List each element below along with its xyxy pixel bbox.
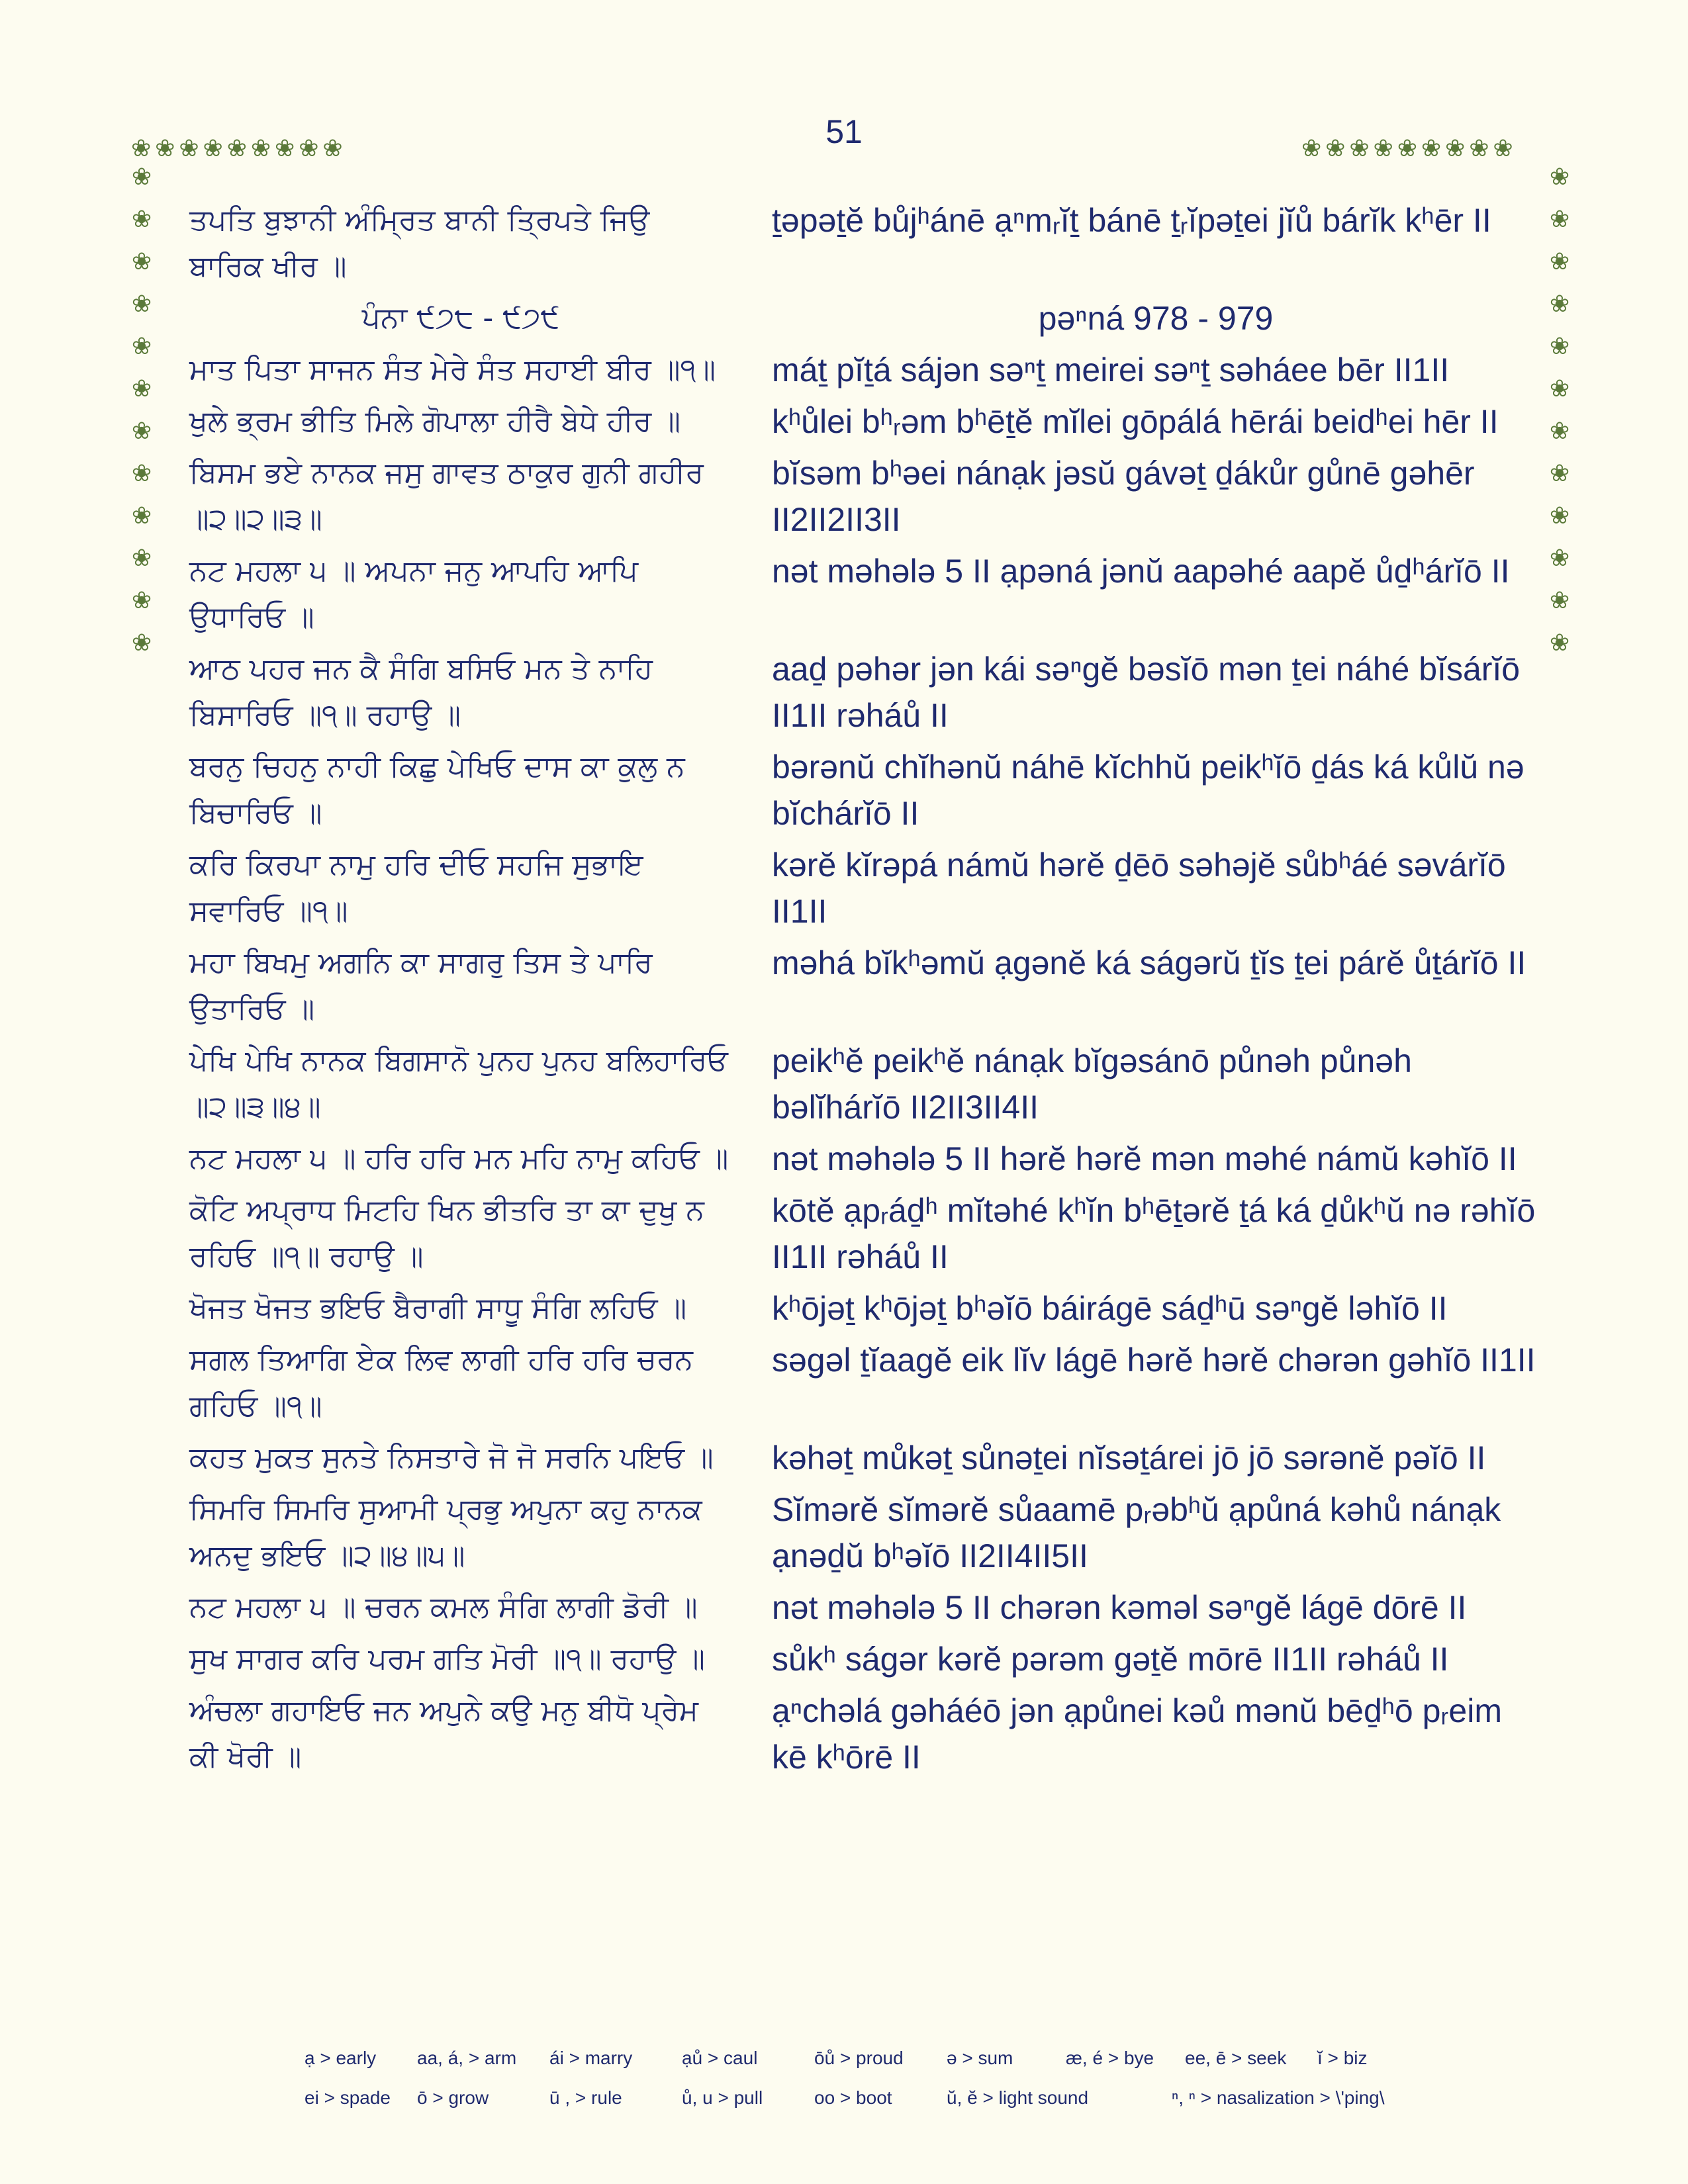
gurmukhi-text: ਖੋਜਤ ਖੋਜਤ ਭਇਓ ਬੈਰਾਗੀ ਸਾਧੂ ਸੰਗਿ ਲਹਿਓ ॥ [189, 1291, 687, 1325]
legend-item: ŭ, ĕ > light sound [947, 2087, 1089, 2108]
transliteration-text: kʰōjəṯ kʰōjəṯ bʰəĭō báirágē sáḏʰū səⁿgĕ ləhĭō II [772, 1290, 1448, 1327]
transliteration-text: səgəl ṯĭaagĕ eik lĭv lágē hərĕ hərĕ chərən gəhĭō II1II [772, 1342, 1536, 1379]
verse-row [189, 1038, 1540, 1130]
flower-ornament-icon: ❀ [203, 135, 223, 162]
verse-row [189, 1486, 1540, 1579]
transliteration-text: nət məhələ 5 II chərən kəməl səⁿgĕ lágē dōrē II [772, 1589, 1467, 1626]
flower-ornament-icon: ❀ [1549, 629, 1570, 657]
ornament-border-top-right [1301, 136, 1513, 162]
pronunciation-legend [305, 2038, 1509, 2118]
transliteration-text: ṯəpəṯĕ bůjʰánē ạⁿmᵣĭṯ bánē ṯᵣĭpəṯei jĭů bárĭk kʰēr II [772, 202, 1491, 239]
verse-row [189, 744, 1540, 837]
flower-ornament-icon: ❀ [131, 629, 152, 657]
flower-ornament-icon: ❀ [131, 460, 152, 487]
flower-ornament-icon: ❀ [1349, 135, 1370, 162]
verse-row [189, 450, 1540, 543]
transliteration-text: máṯ pĭṯá sájən səⁿṯ meirei səⁿṯ səháee bēr II1II [772, 351, 1450, 388]
flower-ornament-icon: ❀ [250, 135, 271, 162]
flower-ornament-icon: ❀ [179, 135, 199, 162]
legend-item: ái > marry [549, 2048, 633, 2068]
legend-item: ĭ > biz [1317, 2048, 1368, 2068]
flower-ornament-icon: ❀ [1549, 333, 1570, 360]
gurmukhi-text: ਕਹਤ ਮੁਕਤ ਸੁਨਤੇ ਨਿਸਤਾਰੇ ਜੋ ਜੋ ਸਰਨਿ ਪਇਓ ॥ [189, 1441, 714, 1475]
transliteration-text: aaḏ pəhər jən kái səⁿgĕ bəsĭō mən ṯei náhé bĭsárĭō II1II rəháů II [772, 651, 1521, 734]
flower-ornament-icon: ❀ [131, 545, 152, 572]
legend-item: ə > sum [947, 2048, 1013, 2068]
transliteration-text: pəⁿná 978 - 979 [1038, 300, 1274, 337]
legend-item: ō > grow [417, 2087, 489, 2108]
legend-row [305, 2038, 1509, 2078]
legend-item: ạ > early [305, 2048, 377, 2068]
verse-row [189, 347, 1540, 393]
legend-item: oo > boot [814, 2087, 892, 2108]
flower-ornament-icon: ❀ [1469, 135, 1489, 162]
flower-ornament-icon: ❀ [226, 135, 247, 162]
flower-ornament-icon: ❀ [131, 206, 152, 233]
transliteration-text: peikʰĕ peikʰĕ nánạk bĭgəsánō půnəh půnəh bəlĭhárĭō II2II3II4II [772, 1042, 1412, 1126]
flower-ornament-icon: ❀ [131, 135, 152, 162]
flower-ornament-icon: ❀ [131, 418, 152, 445]
legend-item: ū , > rule [549, 2087, 622, 2108]
flower-ornament-icon: ❀ [1421, 135, 1442, 162]
legend-item: ⁿ, ⁿ > nasalization > \'ping\ [1172, 2087, 1385, 2108]
flower-ornament-icon: ❀ [1549, 587, 1570, 614]
flower-ornament-icon: ❀ [1445, 135, 1466, 162]
flower-ornament-icon: ❀ [275, 135, 295, 162]
gurmukhi-text: ਸੁਖ ਸਾਗਰ ਕਰਿ ਪਰਮ ਗਤਿ ਮੋਰੀ ॥੧॥ ਰਹਾਉ ॥ [189, 1642, 705, 1676]
transliteration-text: nət məhələ 5 II ạpəná jənŭ aapəhé aapĕ ůḏʰárĭō II [772, 553, 1510, 590]
gurmukhi-text: ਬਿਸਮ ਭਏ ਨਾਨਕ ਜਸੁ ਗਾਵਤ ਠਾਕੁਰ ਗੁਨੀ ਗਹੀਰ ॥੨॥੨॥੩॥ [189, 456, 704, 536]
gurmukhi-text: ਤਪਤਿ ਬੁਝਾਨੀ ਅੰਮ੍ਰਿਤ ਬਾਨੀ ਤ੍ਰਿਪਤੇ ਜਿਉ ਬਾਰਿਕ ਖੀਰ ॥ [189, 203, 650, 283]
gurmukhi-text: ਕਰਿ ਕਿਰਪਾ ਨਾਮੁ ਹਰਿ ਦੀਓ ਸਹਜਿ ਸੁਭਾਇ ਸਵਾਰਿਓ ॥੧॥ [189, 848, 643, 928]
gurmukhi-text: ਪੰਨਾ ੯੭੮ - ੯੭੯ [361, 301, 560, 335]
legend-item: aa, á, > arm [417, 2048, 517, 2068]
gurmukhi-text: ਅੰਚਲਾ ਗਹਾਇਓ ਜਨ ਅਪੁਨੇ ਕਉ ਮਨੁ ਬੀਧੋ ਪ੍ਰੇਮ ਕੀ ਖੋਰੀ ॥ [189, 1694, 698, 1774]
ornament-border-left [128, 156, 155, 664]
transliteration-text: kōtĕ ạpᵣáḏʰ mĭtəhé kʰĭn bʰēṯərĕ ṯá ká ḏůkʰŭ nə rəhĭō II1II rəháů II [772, 1192, 1536, 1275]
transliteration-text: kərĕ kĭrəpá námŭ hərĕ ḏēō səhəjĕ sůbʰáé səvárĭō II1II [772, 846, 1506, 930]
transliteration-text: kʰůlei bʰᵣəm bʰēṯĕ mĭlei gōpálá hērái beidʰei hēr II [772, 403, 1499, 440]
ornament-border-top-left [131, 136, 343, 162]
flower-ornament-icon: ❀ [131, 248, 152, 275]
legend-item: ōů > proud [814, 2048, 904, 2068]
verse-row [189, 1337, 1540, 1430]
verse-row [189, 197, 1540, 290]
transliteration-text: Sĭmərĕ sĭmərĕ sůaamē pᵣəbʰŭ ạpůná kəhů nánạk ạnəḏŭ bʰəĭō II2II4II5II [772, 1491, 1501, 1574]
gurmukhi-text: ਸਗਲ ਤਿਆਗਿ ਏਕ ਲਿਵ ਲਾਗੀ ਹਰਿ ਹਰਿ ਚਰਨ ਗਹਿਓ ॥੧॥ [189, 1343, 693, 1423]
gurmukhi-text: ਬਰਨੁ ਚਿਹਨੁ ਨਾਹੀ ਕਿਛੁ ਪੇਖਿਓ ਦਾਸ ਕਾ ਕੁਲੁ ਨ ਬਿਚਾਰਿਓ ॥ [189, 750, 685, 830]
ornament-border-right [1546, 156, 1573, 664]
gurmukhi-text: ਆਠ ਪਹਰ ਜਨ ਕੈ ਸੰਗਿ ਬਸਿਓ ਮਨ ਤੇ ਨਾਹਿ ਬਿਸਾਰਿਓ ॥੧॥ ਰਹਾਉ ॥ [189, 652, 653, 732]
gurmukhi-text: ਨਟ ਮਹਲਾ ੫ ॥ ਅਪਨਾ ਜਨੁ ਆਪਹਿ ਆਪਿ ਉਧਾਰਿਓ ॥ [189, 554, 638, 634]
gurmukhi-text: ਨਟ ਮਹਲਾ ੫ ॥ ਹਰਿ ਹਰਿ ਮਨ ਮਹਿ ਨਾਮੁ ਕਹਿਓ ॥ [189, 1142, 729, 1175]
transliteration-text: kəhəṯ můkəṯ sůnəṯei nĭsəṯárei jō jō sərənĕ pəĭō II [772, 1439, 1486, 1477]
verse-table [189, 197, 1540, 1780]
flower-ornament-icon: ❀ [1549, 163, 1570, 191]
verse-row [189, 1435, 1540, 1481]
verse-row [189, 398, 1540, 445]
flower-ornament-icon: ❀ [1493, 135, 1513, 162]
flower-ornament-icon: ❀ [1549, 460, 1570, 487]
page-number: 51 [825, 113, 863, 150]
legend-item: ei > spade [305, 2087, 391, 2108]
verse-row [189, 1636, 1540, 1682]
flower-ornament-icon: ❀ [322, 135, 343, 162]
legend-item: ạů > caul [682, 2048, 758, 2068]
flower-ornament-icon: ❀ [131, 587, 152, 614]
flower-ornament-icon: ❀ [1549, 545, 1570, 572]
flower-ornament-icon: ❀ [1549, 502, 1570, 529]
legend-row [305, 2078, 1509, 2118]
flower-ornament-icon: ❀ [131, 163, 152, 191]
verse-row [189, 646, 1540, 739]
verse-row [189, 1187, 1540, 1280]
gurmukhi-text: ਖੁਲੇ ਭ੍ਰਮ ਭੀਤਿ ਮਿਲੇ ਗੋਪਾਲਾ ਹੀਰੈ ਬੇਧੇ ਹੀਰ ॥ [189, 404, 680, 438]
transliteration-text: məhá bĭkʰəmŭ ạgənĕ ká ságərŭ ṯĭs ṯei párĕ ůṯárĭō II [772, 944, 1526, 981]
gurmukhi-text: ਮਾਤ ਪਿਤਾ ਸਾਜਨ ਸੰਤ ਮੇਰੇ ਸੰਤ ਸਹਾਈ ਬੀਰ ॥੧॥ [189, 353, 716, 387]
flower-ornament-icon: ❀ [1549, 206, 1570, 233]
verse-row [189, 1136, 1540, 1182]
verse-row [189, 1584, 1540, 1631]
flower-ornament-icon: ❀ [1325, 135, 1346, 162]
transliteration-text: sůkʰ ságər kərĕ pərəm gəṯĕ mōrē II1II rəháů II [772, 1641, 1449, 1678]
flower-ornament-icon: ❀ [1373, 135, 1393, 162]
gurmukhi-text: ਕੋਟਿ ਅਪ੍ਰਾਧ ਮਿਟਹਿ ਖਿਨ ਭੀਤਰਿ ਤਾ ਕਾ ਦੁਖੁ ਨ ਰਹਿਓ ॥੧॥ ਰਹਾਉ ॥ [189, 1193, 704, 1273]
gurmukhi-text: ਨਟ ਮਹਲਾ ੫ ॥ ਚਰਨ ਕਮਲ ਸੰਗਿ ਲਾਗੀ ਡੋਰੀ ॥ [189, 1590, 698, 1624]
gurmukhi-text: ਮਹਾ ਬਿਖਮੁ ਅਗਨਿ ਕਾ ਸਾਗਰੁ ਤਿਸ ਤੇ ਪਾਰਿ ਉਤਾਰਿਓ ॥ [189, 946, 653, 1026]
gurmukhi-text: ਪੇਖਿ ਪੇਖਿ ਨਾਨਕ ਬਿਗਸਾਨੋ ਪੁਨਹ ਪੁਨਹ ਬਲਿਹਾਰਿਓ ॥੨॥੩॥੪॥ [189, 1044, 728, 1124]
legend-item: ů, u > pull [682, 2087, 763, 2108]
legend-item: æ, é > bye [1066, 2048, 1154, 2068]
gurmukhi-text: ਸਿਮਰਿ ਸਿਮਰਿ ਸੁਆਮੀ ਪ੍ਰਭੁ ਅਪੁਨਾ ਕਹੁ ਨਾਨਕ ਅਨਦੁ ਭਇਓ ॥੨॥੪॥੫॥ [189, 1492, 702, 1572]
transliteration-text: nət məhələ 5 II hərĕ hərĕ mən məhé námŭ kəhĭō II [772, 1140, 1517, 1177]
flower-ornament-icon: ❀ [1549, 375, 1570, 402]
flower-ornament-icon: ❀ [131, 291, 152, 318]
flower-ornament-icon: ❀ [1549, 291, 1570, 318]
flower-ornament-icon: ❀ [1549, 418, 1570, 445]
flower-ornament-icon: ❀ [299, 135, 319, 162]
flower-ornament-icon: ❀ [131, 333, 152, 360]
transliteration-text: ạⁿchəlá gəháéō jən ạpůnei kəů mənŭ bēḏʰō pᵣeim kē kʰōrē II [772, 1692, 1502, 1776]
verse-row [189, 842, 1540, 934]
verse-row [189, 940, 1540, 1032]
flower-ornament-icon: ❀ [131, 502, 152, 529]
verse-row [189, 1285, 1540, 1332]
flower-ornament-icon: ❀ [155, 135, 175, 162]
transliteration-text: bĭsəm bʰəei nánạk jəsŭ gávəṯ ḏákůr gůnē gəhēr II2II2II3II [772, 455, 1475, 538]
page-range-heading [189, 295, 1540, 341]
verse-row [189, 548, 1540, 641]
transliteration-text: bərənŭ chĭhənŭ náhē kĭchhŭ peikʰĭō ḏás ká kůlŭ nə bĭchárĭō II [772, 749, 1524, 832]
flower-ornament-icon: ❀ [1549, 248, 1570, 275]
legend-item: ee, ē > seek [1185, 2048, 1287, 2068]
flower-ornament-icon: ❀ [1397, 135, 1417, 162]
verse-row [189, 1688, 1540, 1780]
flower-ornament-icon: ❀ [131, 375, 152, 402]
flower-ornament-icon: ❀ [1301, 135, 1322, 162]
